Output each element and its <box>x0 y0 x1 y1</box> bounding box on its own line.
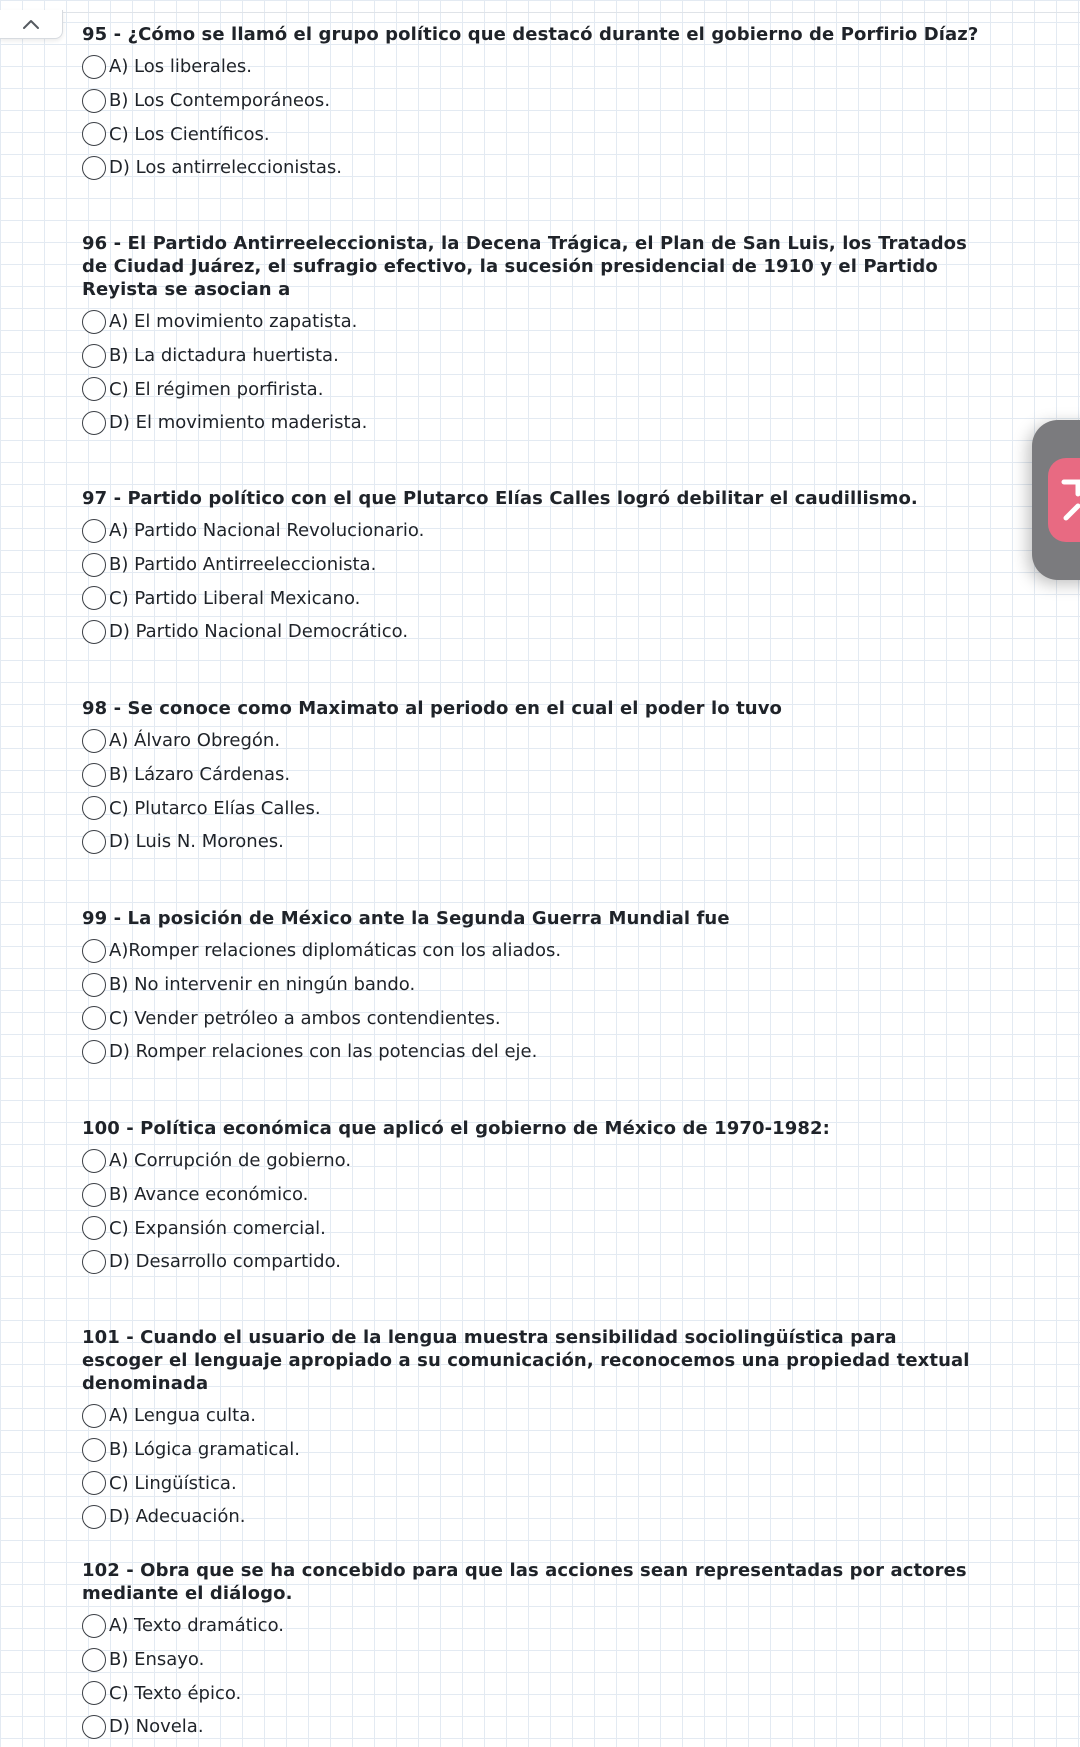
option-label: C) Vender petróleo a ambos contendientes. <box>109 1007 501 1029</box>
radio-button[interactable] <box>82 1250 106 1274</box>
option-c[interactable] <box>82 791 982 825</box>
radio-button[interactable] <box>82 519 106 543</box>
radio-button[interactable] <box>82 729 106 753</box>
option-a[interactable] <box>82 514 982 548</box>
option-label: B) No intervenir en ningún bando. <box>109 974 416 996</box>
option-label: B) Ensayo. <box>109 1649 205 1671</box>
option-b[interactable] <box>82 1433 982 1467</box>
option-b[interactable] <box>82 1643 982 1677</box>
radio-button[interactable] <box>82 1183 106 1207</box>
option-d[interactable] <box>82 1245 982 1279</box>
option-label: C) Expansión comercial. <box>109 1217 326 1239</box>
radio-button[interactable] <box>82 763 106 787</box>
question-95 <box>82 23 982 185</box>
radio-button[interactable] <box>82 830 106 854</box>
option-label: D) Romper relaciones con las potencias del eje. <box>109 1041 538 1063</box>
radio-button[interactable] <box>82 122 106 146</box>
radio-button[interactable] <box>82 796 106 820</box>
question-96 <box>82 232 982 440</box>
radio-button[interactable] <box>82 1471 106 1495</box>
radio-button[interactable] <box>82 939 106 963</box>
option-b[interactable] <box>82 1178 982 1212</box>
top-divider <box>62 12 1080 13</box>
option-d[interactable] <box>82 1710 982 1744</box>
option-a[interactable] <box>82 50 982 84</box>
option-label: D) Desarrollo compartido. <box>109 1251 341 1273</box>
option-label: D) Luis N. Morones. <box>109 831 284 853</box>
option-d[interactable] <box>82 825 982 859</box>
option-label: C) Texto épico. <box>109 1682 242 1704</box>
option-c[interactable] <box>82 117 982 151</box>
option-label: D) Novela. <box>109 1716 204 1738</box>
radio-button[interactable] <box>82 344 106 368</box>
question-title: 101 - Cuando el usuario de la lengua muestra sensibilidad sociolingüística para escoger el lenguaje apropiado a su comunicación, reconocemos una propiedad textual denominada <box>82 1327 970 1394</box>
radio-button[interactable] <box>82 1614 106 1638</box>
option-b[interactable] <box>82 84 982 118</box>
option-a[interactable] <box>82 1144 982 1178</box>
option-label: D) Partido Nacional Democrático. <box>109 621 409 643</box>
radio-button[interactable] <box>82 1040 106 1064</box>
option-a[interactable] <box>82 1609 982 1643</box>
radio-button[interactable] <box>82 1149 106 1173</box>
question-title: 97 - Partido político con el que Plutarco Elías Calles logró debilitar el caudillismo. <box>82 488 918 509</box>
radio-button[interactable] <box>82 1505 106 1529</box>
radio-button[interactable] <box>82 620 106 644</box>
question-title: 96 - El Partido Antirreeleccionista, la Decena Trágica, el Plan de San Luis, los Tratados de Ciudad Juárez, el sufragio efectivo, la sucesión presidencial de 1910 y el Partido Reyista se asocian a <box>82 233 967 300</box>
question-99 <box>82 907 982 1069</box>
radio-button[interactable] <box>82 553 106 577</box>
option-label: B) Avance económico. <box>109 1184 309 1206</box>
collapse-button[interactable] <box>0 10 63 39</box>
side-widget-button[interactable] <box>1048 458 1080 542</box>
radio-button[interactable] <box>82 89 106 113</box>
option-label: A) Texto dramático. <box>109 1615 284 1637</box>
option-label: A) Álvaro Obregón. <box>109 730 281 752</box>
option-label: B) Lázaro Cárdenas. <box>109 764 291 786</box>
option-a[interactable] <box>82 934 982 968</box>
radio-button[interactable] <box>82 1404 106 1428</box>
option-label: A)Romper relaciones diplomáticas con los aliados. <box>109 940 562 962</box>
question-97 <box>82 487 982 649</box>
question-98 <box>82 697 982 859</box>
option-label: A) Partido Nacional Revolucionario. <box>109 520 425 542</box>
radio-button[interactable] <box>82 1006 106 1030</box>
option-label: A) El movimiento zapatista. <box>109 311 358 333</box>
floating-side-widget[interactable] <box>1032 420 1080 580</box>
radio-button[interactable] <box>82 156 106 180</box>
option-label: A) Corrupción de gobierno. <box>109 1150 352 1172</box>
option-label: A) Lengua culta. <box>109 1405 256 1427</box>
option-label: D) Adecuación. <box>109 1506 246 1528</box>
option-c[interactable] <box>82 1676 982 1710</box>
option-a[interactable] <box>82 1399 982 1433</box>
radio-button[interactable] <box>82 310 106 334</box>
option-d[interactable] <box>82 1500 982 1534</box>
option-d[interactable] <box>82 615 982 649</box>
option-label: D) El movimiento maderista. <box>109 412 368 434</box>
chevron-up-icon <box>21 18 41 30</box>
radio-button[interactable] <box>82 973 106 997</box>
question-title: 99 - La posición de México ante la Segunda Guerra Mundial fue <box>82 908 730 929</box>
question-title: 100 - Política económica que aplicó el gobierno de México de 1970-1982: <box>82 1118 830 1139</box>
radio-button[interactable] <box>82 411 106 435</box>
question-title: 98 - Se conoce como Maximato al periodo en el cual el poder lo tuvo <box>82 698 783 719</box>
option-b[interactable] <box>82 968 982 1002</box>
question-101 <box>82 1326 982 1534</box>
option-label: D) Los antirreleccionistas. <box>109 157 342 179</box>
option-a[interactable] <box>82 724 982 758</box>
question-102 <box>82 1559 982 1744</box>
option-b[interactable] <box>82 548 982 582</box>
radio-button[interactable] <box>82 586 106 610</box>
option-label: B) Lógica gramatical. <box>109 1439 301 1461</box>
question-title: 95 - ¿Cómo se llamó el grupo político que destacó durante el gobierno de Porfirio Díaz? <box>82 24 979 45</box>
option-label: C) Partido Liberal Mexicano. <box>109 587 361 609</box>
option-label: B) Los Contemporáneos. <box>109 90 331 112</box>
option-d[interactable] <box>82 151 982 185</box>
radio-button[interactable] <box>82 1715 106 1739</box>
option-label: C) Los Científicos. <box>109 123 270 145</box>
option-d[interactable] <box>82 406 982 440</box>
option-label: A) Los liberales. <box>109 56 252 78</box>
option-label: B) La dictadura huertista. <box>109 345 339 367</box>
radio-button[interactable] <box>82 1681 106 1705</box>
edit-icon <box>1060 476 1080 524</box>
option-label: C) Lingüística. <box>109 1472 237 1494</box>
question-100 <box>82 1117 982 1279</box>
radio-button[interactable] <box>82 1216 106 1240</box>
radio-button[interactable] <box>82 55 106 79</box>
option-c[interactable] <box>82 372 982 406</box>
option-b[interactable] <box>82 758 982 792</box>
radio-button[interactable] <box>82 1438 106 1462</box>
option-label: B) Partido Antirreeleccionista. <box>109 554 377 576</box>
radio-button[interactable] <box>82 1648 106 1672</box>
question-title: 102 - Obra que se ha concebido para que las acciones sean representadas por actores mediante el diálogo. <box>82 1560 967 1604</box>
option-c[interactable] <box>82 1466 982 1500</box>
option-b[interactable] <box>82 339 982 373</box>
radio-button[interactable] <box>82 377 106 401</box>
option-c[interactable] <box>82 581 982 615</box>
option-a[interactable] <box>82 305 982 339</box>
option-c[interactable] <box>82 1001 982 1035</box>
option-c[interactable] <box>82 1211 982 1245</box>
option-label: C) El régimen porfirista. <box>109 378 324 400</box>
option-label: C) Plutarco Elías Calles. <box>109 797 321 819</box>
option-d[interactable] <box>82 1035 982 1069</box>
